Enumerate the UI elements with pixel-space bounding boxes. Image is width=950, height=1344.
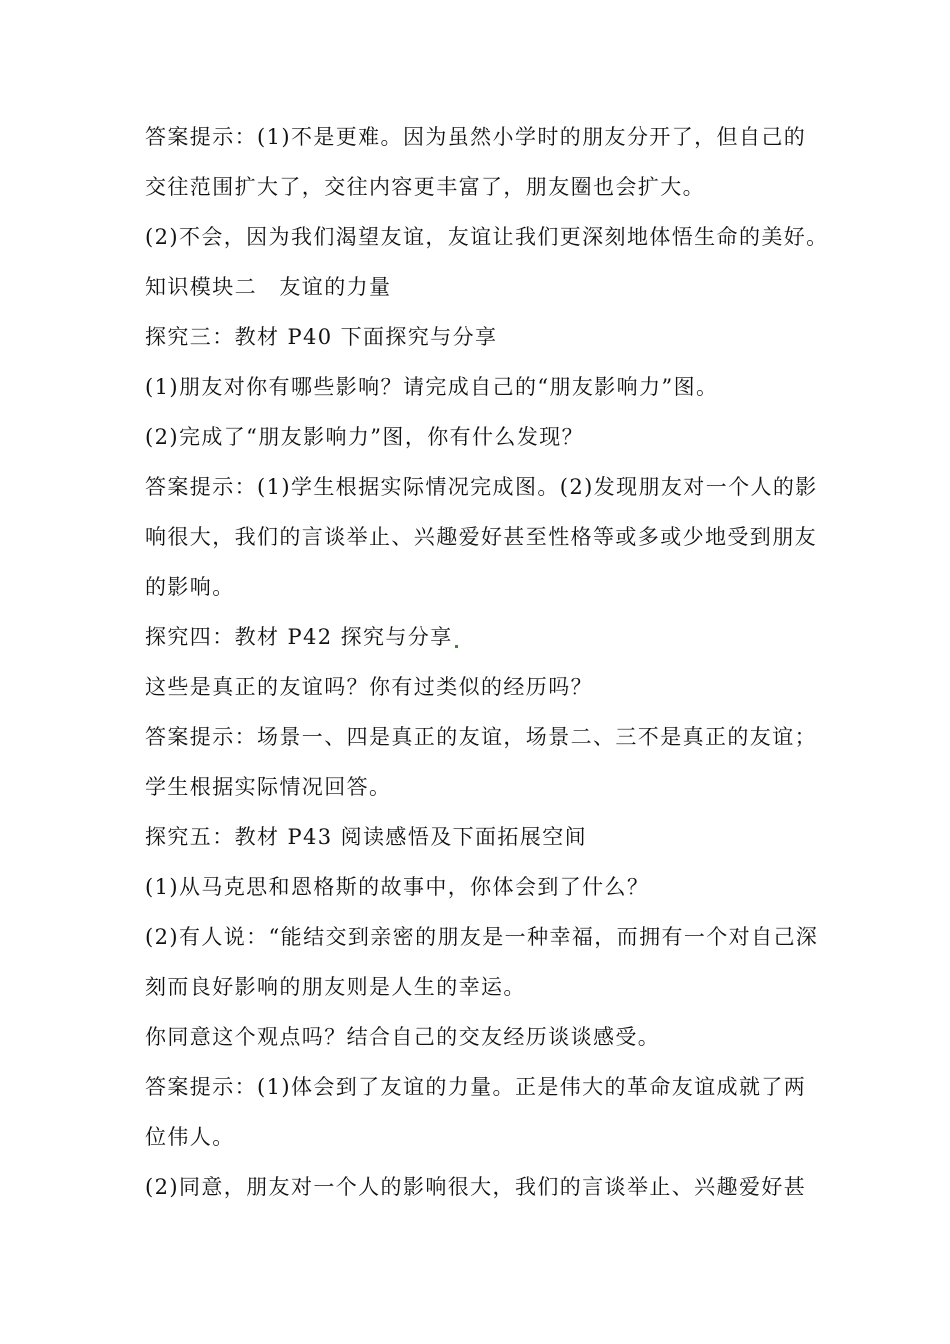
answer-hint-line: (2)不会，因为我们渴望友谊，友谊让我们更深刻地体悟生命的美好。: [145, 225, 829, 249]
answer-hint-line: 答案提示：场景一、四是真正的友谊，场景二、三不是真正的友谊；: [145, 725, 817, 749]
answer-hint-line: 答案提示：(1)体会到了友谊的力量。正是伟大的革命友谊成就了两: [145, 1075, 807, 1099]
question-line: (1)从马克思和恩格斯的故事中，你体会到了什么？: [145, 875, 650, 899]
answer-hint-line: 学生根据实际情况回答。: [145, 775, 392, 799]
answer-hint-line: (2)同意，朋友对一个人的影响很大，我们的言谈举止、兴趣爱好甚: [145, 1175, 807, 1199]
answer-hint-line: 答案提示：(1)不是更难。因为虽然小学时的朋友分开了，但自己的: [145, 125, 807, 149]
exploration-heading: 探究五：教材 P43 阅读感悟及下面拓展空间: [145, 825, 588, 849]
answer-hint-line: 响很大，我们的言谈举止、兴趣爱好甚至性格等或多或少地受到朋友: [145, 525, 817, 549]
exploration-heading: [145, 616, 815, 666]
answer-hint-line: 的影响。: [145, 575, 235, 599]
exploration-heading: 探究三：教材 P40 下面探究与分享: [145, 325, 498, 349]
green-dot-mark: [455, 645, 458, 648]
answer-hint-line: 交往范围扩大了，交往内容更丰富了，朋友圈也会扩大。: [145, 175, 705, 199]
exploration-heading-text: 探究四：教材 P42 探究与分享: [145, 625, 453, 649]
answer-hint-line: 答案提示：(1)学生根据实际情况完成图。(2)发现朋友对一个人的影: [145, 475, 818, 499]
question-line: 你同意这个观点吗？结合自己的交友经历谈谈感受。: [145, 1025, 661, 1049]
question-line: 这些是真正的友谊吗？你有过类似的经历吗？: [145, 675, 593, 699]
question-line: (2)有人说：“能结交到亲密的朋友是一种幸福，而拥有一个对自己深: [145, 925, 819, 949]
section-heading: 知识模块二 友谊的力量: [145, 275, 392, 299]
question-line: 刻而良好影响的朋友则是人生的幸运。: [145, 975, 526, 999]
answer-hint-line: 位伟人。: [145, 1125, 235, 1149]
question-line: (2)完成了“朋友影响力”图，你有什么发现？: [145, 425, 585, 449]
question-line: (1)朋友对你有哪些影响？请完成自己的“朋友影响力”图。: [145, 375, 719, 399]
document-body: [145, 116, 829, 1216]
